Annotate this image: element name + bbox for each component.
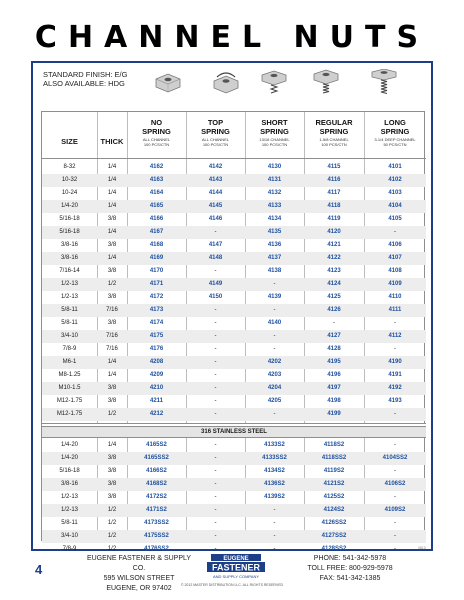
thick-cell: 3/8 [107,481,117,487]
table-row [42,408,426,421]
size-cell: 3/8-16 [60,255,78,261]
part-number-cell: 4191 [388,372,402,378]
part-number-cell: 4110 [388,294,402,300]
part-number-cell: - [394,546,396,552]
size-cell: 7/8-9 [62,546,77,552]
thick-cell: 1/2 [107,533,117,539]
table-row [42,343,426,356]
part-number-cell: 4139S2 [264,494,285,500]
part-number-cell: 4124 [327,281,341,287]
table-row [42,530,426,543]
size-cell: 1/2-13 [60,507,78,513]
finish-info [43,70,127,88]
part-number-cell: 4125 [327,294,341,300]
part-number-cell: 4173 [149,307,164,313]
part-number-cell: 4131 [267,177,282,183]
thick-cell: 3/8 [107,268,117,274]
part-number-cell: 4197 [327,385,341,391]
part-number-cell: - [273,533,276,539]
part-number-cell: 4208 [149,359,164,365]
thick-cell: 1/2 [107,411,117,417]
thick-cell: 1/4 [107,359,117,365]
table-row [42,452,426,465]
copyright-notice: © 2012 MASTER DISTRIBUTION LLC. ALL RIGHTS RESERVED [180,583,284,587]
thick-cell: 1/4 [107,442,117,448]
part-number-cell: 4128SS2 [321,546,347,552]
part-number-cell: - [394,346,396,352]
part-number-cell: 4139 [267,294,282,300]
thick-cell: 7/16 [106,307,118,313]
size-cell: 8-32 [63,164,76,170]
part-number-cell: 4170 [149,268,164,274]
part-number-cell: 4118 [327,203,341,209]
thick-cell: 7/16 [106,333,118,339]
part-number-cell: 4121 [327,242,341,248]
part-number-cell: 4137 [267,255,282,261]
size-cell: 1/4-20 [60,203,78,209]
size-cell: 3/8-16 [60,481,78,487]
part-number-cell: 4107 [388,255,402,261]
header-short-spring: SHORT SPRING 13/16 CHANNEL 100 PCS/CTN [259,118,290,147]
part-number-cell: 4204 [267,385,282,391]
part-number-cell: 4172S2 [146,494,167,500]
thick-cell: 1/4 [107,372,117,378]
part-number-cell: 4166 [149,216,164,222]
part-number-cell: 4138 [267,268,282,274]
thick-cell: 1/4 [107,164,117,170]
part-number-cell: - [394,442,396,448]
size-cell: 7/16-14 [59,268,80,274]
table-row [42,213,426,226]
size-cell: M8-1.25 [58,372,81,378]
part-number-cell: - [214,372,217,378]
size-cell: 5/16-18 [59,229,80,235]
header-size: SIZE [61,137,78,146]
part-number-cell: - [214,442,217,448]
part-number-cell: 4101 [388,164,402,170]
part-number-cell: 4119S2 [323,468,345,474]
available-finish: ALSO AVAILABLE: HDG [43,79,125,88]
standard-finish: STANDARD FINISH: E/G [43,70,128,79]
part-number-cell: 4175SS2 [144,533,169,539]
size-cell: 5/8-11 [61,520,78,526]
part-number-cell: 4148 [208,255,223,261]
part-number-cell: 4126 [327,307,341,313]
part-number-cell: - [214,385,217,391]
part-number-cell: 4144 [208,190,223,196]
size-cell: M10-1.5 [58,385,81,391]
table-row [42,252,426,265]
size-cell: 1/2-13 [60,294,78,300]
part-number-cell: 4176 [149,346,164,352]
nut-no-spring-image [153,69,183,95]
company-address: EUGENE FASTENER & SUPPLY CO. 595 WILSON STREET EUGENE, OR 97402 [86,555,192,592]
part-number-cell: 4147 [208,242,223,248]
part-number-cell: - [214,533,217,539]
table-row [42,174,426,187]
part-number-cell: 4190 [388,359,402,365]
part-number-cell: - [214,468,217,474]
part-number-cell: 4193 [388,398,402,404]
part-number-cell: 4211 [149,398,164,404]
part-number-cell: 4149 [208,281,223,287]
part-number-cell: 4168S2 [146,481,167,487]
thick-cell: 7/16 [106,346,118,352]
part-number-cell: 4143 [208,177,223,183]
header-regular-spring: REGULAR SPRING 1-5/8 CHANNEL 100 PCS/CTN [315,118,353,147]
table-row [42,187,426,200]
page-title: CHANNEL NUTS [34,20,430,55]
size-cell: 5/8-11 [61,320,78,326]
thick-cell: 1/4 [107,229,117,235]
part-number-cell: 4119 [327,216,341,222]
part-number-cell: - [394,494,396,500]
svg-text:AND SUPPLY COMPANY: AND SUPPLY COMPANY [212,574,260,579]
thick-cell: 3/8 [107,455,117,461]
part-number-cell: 4163 [149,177,164,183]
part-number-cell: 4103 [388,190,402,196]
thick-cell: 3/8 [107,468,117,474]
table-row [42,200,426,213]
nut-long-spring-image [369,69,399,95]
part-number-cell: 4195 [327,359,341,365]
nut-regular-spring-image [311,69,341,95]
part-number-cell: 4164 [149,190,164,196]
thick-cell: 1/4 [107,190,117,196]
thick-cell: 1/4 [107,203,117,209]
table-row [42,291,426,304]
part-number-cell: - [273,507,276,513]
thick-cell: 3/8 [107,385,117,391]
part-number-cell: 4199 [327,411,341,417]
table-row [42,478,426,491]
part-number-cell: - [333,320,335,326]
part-number-cell: 4121S2 [323,481,345,487]
size-cell: M12-1.75 [56,411,83,417]
part-number-cell: - [214,229,217,235]
header-top-spring: TOP SPRING ALL CHANNEL 100 PCS/CTN [201,118,230,147]
thick-cell: 1/4 [107,255,117,261]
table-row [42,369,426,382]
table-row [42,304,426,317]
part-number-cell: 4136 [267,242,282,248]
thick-cell: 3/8 [107,398,117,404]
size-cell: 5/16-18 [59,216,80,222]
part-number-cell: - [214,455,217,461]
part-number-cell: 4198 [327,398,341,404]
part-number-cell: 4162 [149,164,164,170]
part-number-cell: - [214,346,217,352]
size-cell: 5/16-18 [59,468,80,474]
part-number-cell: - [214,359,217,365]
part-number-cell: 4127 [327,333,341,339]
table-row [42,395,426,408]
part-number-cell: 4210 [149,385,164,391]
part-number-cell: - [214,320,217,326]
part-number-cell: - [394,520,396,526]
table-row [42,465,426,478]
part-number-cell: - [273,307,276,313]
part-number-cell: 4173SS2 [144,520,169,526]
size-cell: M6-1 [62,359,77,365]
size-cell: 3/4-10 [60,533,78,539]
table-row [42,356,426,369]
part-number-cell: 4122 [327,255,341,261]
part-number-cell: 4109S2 [384,507,406,513]
part-number-cell: 4140 [267,320,282,326]
table-row [42,226,426,239]
part-number-cell: - [214,520,217,526]
part-number-cell: 4175 [149,333,164,339]
part-number-cell: 4104 [388,203,402,209]
part-number-cell: 4117 [327,190,341,196]
header-thick: THICK [100,137,124,146]
product-panel [31,61,433,551]
part-number-cell: 4133SS2 [262,455,287,461]
part-number-cell: 4203 [267,372,282,378]
part-number-cell: - [273,546,276,552]
part-number-cell: 4168 [149,242,164,248]
part-number-cell: 4111 [388,307,402,313]
table-row [42,265,426,278]
nut-top-spring-image [211,69,241,95]
part-number-cell: - [273,281,276,287]
part-number-cell: 4146 [208,216,223,222]
part-number-cell: 4165SS2 [144,455,169,461]
part-number-cell: - [214,398,217,404]
part-number-cell: 4118S2 [323,442,345,448]
part-number-cell: 4118SS2 [321,455,347,461]
part-number-cell: - [214,307,217,313]
part-number-cell: - [273,333,276,339]
part-number-cell: 4196 [327,372,341,378]
thick-cell: 1/2 [107,520,117,526]
header-long-spring: LONG SPRING 3-1/4 DEEP CHANNEL 50 PCS/CTN [374,118,416,147]
thick-cell: 3/8 [107,242,117,248]
part-number-cell: 4133S2 [264,442,285,448]
part-number-cell: 4136S2 [264,481,285,487]
part-number-cell: 4166S2 [146,468,167,474]
part-number-cell: 4123 [327,268,341,274]
svg-text:FASTENER: FASTENER [211,562,261,573]
size-cell: 1/4-20 [60,455,78,461]
part-number-cell: 4116 [327,177,341,183]
size-cell: 5/8-11 [61,307,78,313]
part-number-cell: 4130 [267,164,282,170]
thick-cell: 1/2 [107,281,117,287]
part-number-cell: 4176SS2 [144,546,169,552]
part-number-cell: 4205 [267,398,282,404]
part-number-cell: 4126SS2 [321,520,347,526]
part-number-cell: 4171 [149,281,164,287]
size-cell: 3/8-16 [60,242,78,248]
part-number-cell: 4106 [388,242,402,248]
table-row [42,278,426,291]
size-cell: 3/4-10 [60,333,78,339]
size-cell: 7/8-9 [62,346,77,352]
part-number-cell: 4125S2 [323,494,345,500]
part-number-cell: 4192 [388,385,402,391]
size-cell: 10-24 [61,190,78,196]
svg-text:EUGENE: EUGENE [223,556,249,562]
thick-cell: 1/4 [107,177,117,183]
thick-cell: 3/8 [107,320,117,326]
part-number-cell: 4112 [388,333,402,339]
part-number-cell: 4127SS2 [321,533,347,539]
table-row [42,504,426,517]
part-number-cell: 4167 [149,229,164,235]
part-number-cell: 4106S2 [384,481,406,487]
thick-cell: 1/2 [107,546,117,552]
part-number-cell: 4108 [388,268,402,274]
company-logo [205,553,267,581]
part-number-cell: - [394,533,396,539]
size-cell: 1/2-13 [60,281,78,287]
part-number-cell: 4202 [267,359,282,365]
part-number-cell: 4124S2 [323,507,345,513]
part-number-cell: 4165 [149,203,164,209]
part-number-cell: 4209 [149,372,164,378]
size-cell: 1/2-13 [60,494,78,500]
table-row [42,330,426,343]
thick-cell: 3/8 [107,494,117,500]
part-number-cell: 4134S2 [264,468,285,474]
table-header [42,112,426,159]
part-number-cell: 4142 [208,164,223,170]
part-number-cell: - [214,333,217,339]
page-number: 4 [35,562,43,577]
part-number-cell: - [214,268,217,274]
table-row [42,161,426,174]
part-number-cell: 4128 [327,346,341,352]
thick-cell: 3/8 [107,294,117,300]
table-row [42,439,426,452]
part-number-cell: 4134 [267,216,282,222]
part-number-cell: 4212 [149,411,164,417]
nut-short-spring-image [259,69,289,95]
table-row [42,517,426,530]
part-number-cell: - [273,411,276,417]
stainless-section-title: 316 STAINLESS STEEL [42,427,426,438]
part-number-cell: - [273,346,276,352]
part-number-cell: - [394,229,396,235]
part-number-cell: - [273,520,276,526]
company-contact: PHONE: 541-342-5978 TOLL FREE: 800-929-5978 FAX: 541-342-1385 [307,555,393,582]
part-number-cell: - [394,411,396,417]
size-cell: 10-32 [61,177,78,183]
part-number-cell: 4102 [388,177,402,183]
part-number-cell: 4104SS2 [382,455,408,461]
part-number-cell: 4171S2 [146,507,167,513]
part-number-cell: 4174 [149,320,164,326]
part-number-cell: 4105 [388,216,402,222]
part-number-cell: 4132 [267,190,282,196]
part-number-cell: 4135 [267,229,282,235]
part-number-cell: 4172 [149,294,164,300]
table-row [42,317,426,330]
table-row [42,239,426,252]
table-row [42,491,426,504]
part-number-cell: - [214,546,217,552]
part-number-cell: 4109 [388,281,402,287]
catalog-code: 0810 [418,546,426,550]
part-number-cell: 4169 [149,255,164,261]
part-number-cell: 4115 [327,164,341,170]
part-number-cell: 4120 [327,229,341,235]
size-cell: 1/4-20 [60,442,78,448]
table-row [42,382,426,395]
part-number-cell: 4150 [208,294,223,300]
part-number-cell: 4145 [208,203,223,209]
thick-cell: 3/8 [107,216,117,222]
part-number-cell: - [214,411,217,417]
part-number-cell: 4165S2 [146,442,167,448]
part-number-cell: 4133 [267,203,282,209]
header-no-spring: NO SPRING ALL CHANNEL 100 PCS/CTN [142,118,171,147]
part-number-cell: - [394,468,396,474]
thick-cell: 1/2 [107,507,117,513]
size-cell: M12-1.75 [56,398,83,404]
part-number-cell: - [214,494,217,500]
part-number-cell: - [214,507,217,513]
part-number-cell: - [214,481,217,487]
part-number-cell: - [394,320,396,326]
